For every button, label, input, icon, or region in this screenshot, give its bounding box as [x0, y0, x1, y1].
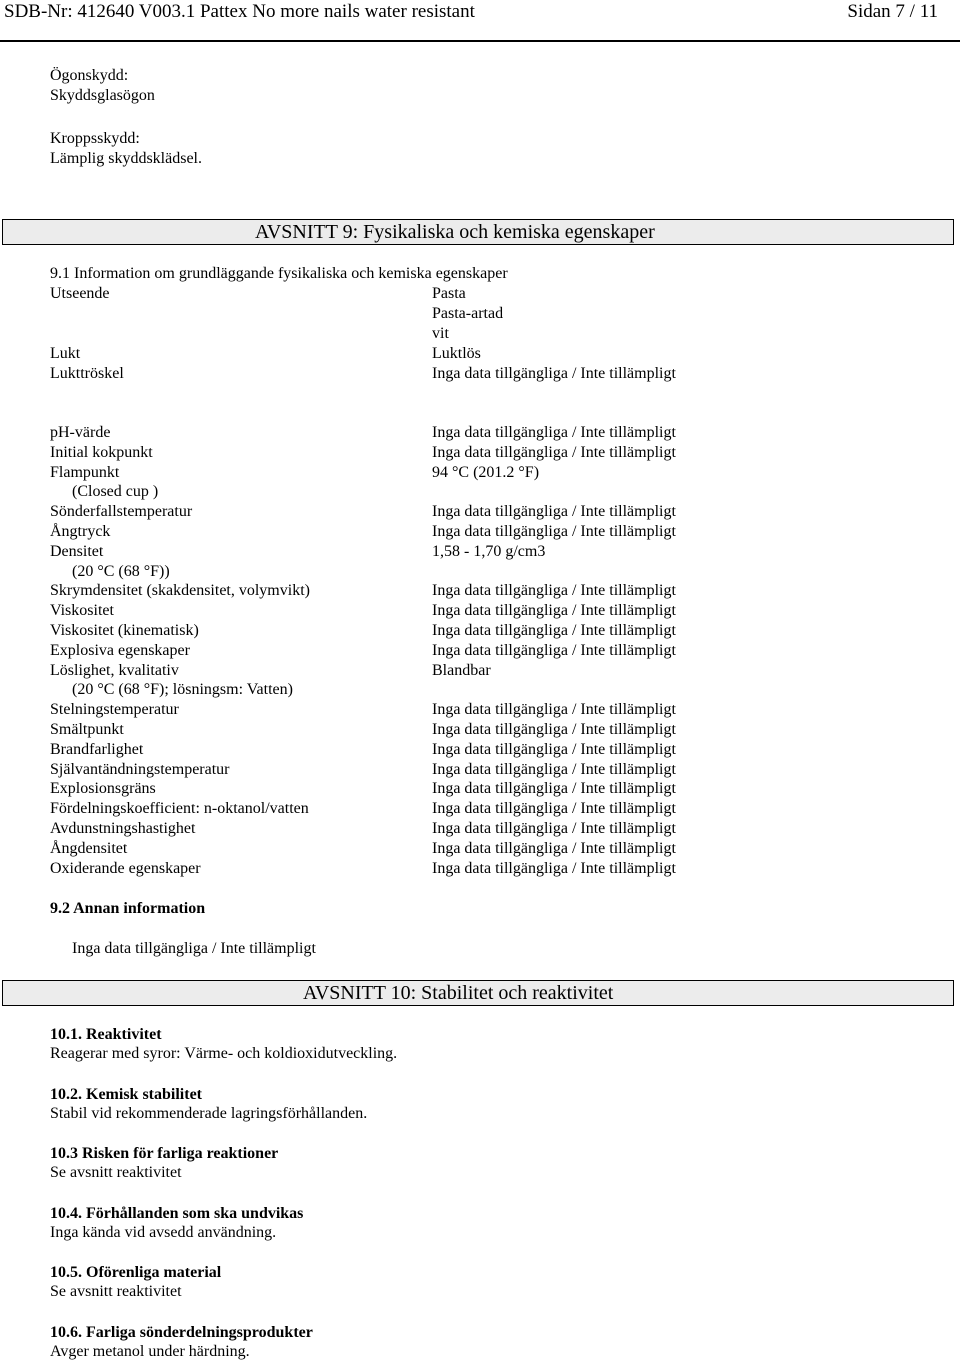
property-label: Flampunkt: [50, 464, 120, 481]
property-value: Inga data tillgängliga / Inte tillämpligt: [432, 622, 676, 639]
property-label: Viskositet (kinematisk): [50, 622, 199, 639]
odor-label: Lukt: [50, 345, 81, 362]
property-value: Inga data tillgängliga / Inte tillämpligt: [432, 642, 676, 659]
odor-value: Luktlös: [432, 345, 481, 362]
subsection-9-1-title: 9.1 Information om grundläggande fysikaliska och kemiska egenskaper: [50, 265, 508, 282]
subsection-text: Se avsnitt reaktivitet: [50, 1164, 182, 1181]
section-10-bar: [2, 980, 954, 1006]
property-label: Smältpunkt: [50, 721, 124, 738]
property-value: Inga data tillgängliga / Inte tillämpligt: [432, 503, 676, 520]
property-label: Sönderfallstemperatur: [50, 503, 193, 520]
property-label: Stelningstemperatur: [50, 701, 179, 718]
property-label: Brandfarlighet: [50, 741, 144, 758]
property-value: 1,58 - 1,70 g/cm3: [432, 543, 546, 560]
property-value: Inga data tillgängliga / Inte tillämpligt: [432, 780, 676, 797]
subsection-text: Inga kända vid avsedd användning.: [50, 1224, 277, 1241]
property-value: Inga data tillgängliga / Inte tillämpligt: [432, 444, 676, 461]
page-number: Sidan 7 / 11: [847, 1, 938, 22]
property-value: Inga data tillgängliga / Inte tillämpligt: [432, 840, 676, 857]
property-value: Inga data tillgängliga / Inte tillämpligt: [432, 701, 676, 718]
property-label: Oxiderande egenskaper: [50, 860, 201, 877]
section-10-title: AVSNITT 10: Stabilitet och reaktivitet: [303, 982, 614, 1004]
property-value: Inga data tillgängliga / Inte tillämpligt: [432, 820, 676, 837]
property-value: Inga data tillgängliga / Inte tillämpligt: [432, 602, 676, 619]
header-divider: [0, 40, 960, 42]
property-label: Fördelningskoefficient: n-oktanol/vatten: [50, 800, 309, 817]
property-label: Självantändningstemperatur: [50, 761, 230, 778]
property-value: Inga data tillgängliga / Inte tillämpligt: [432, 860, 676, 877]
odor-threshold-label: Lukttröskel: [50, 365, 124, 382]
appearance-value-2: Pasta-artad: [432, 305, 504, 322]
property-label: Explosionsgräns: [50, 780, 156, 797]
property-value: Inga data tillgängliga / Inte tillämpligt: [432, 741, 676, 758]
subsection-heading: 10.4. Förhållanden som ska undvikas: [50, 1205, 304, 1222]
property-value: 94 °C (201.2 °F): [432, 464, 540, 481]
subsection-heading: 10.5. Oförenliga material: [50, 1264, 222, 1281]
property-label: Ångdensitet: [50, 840, 128, 857]
property-label: (20 °C (68 °F); lösningsm: Vatten): [72, 681, 293, 698]
other-information-text: Inga data tillgängliga / Inte tillämpligt: [72, 940, 316, 957]
property-label: Avdunstningshastighet: [50, 820, 196, 837]
property-label: Viskositet: [50, 602, 114, 619]
subsection-heading: 10.6. Farliga sönderdelningsprodukter: [50, 1324, 313, 1341]
appearance-value-1: Pasta: [432, 285, 466, 302]
property-value: Inga data tillgängliga / Inte tillämpligt: [432, 582, 676, 599]
subsection-heading: 10.3 Risken för farliga reaktioner: [50, 1145, 279, 1162]
appearance-value-3: vit: [432, 325, 449, 342]
eye-protection-label: Ögonskydd:: [50, 67, 129, 84]
document-header: SDB-Nr: 412640 V003.1 Pattex No more nails water resistant: [4, 1, 475, 22]
subsection-9-2-title: 9.2 Annan information: [50, 900, 206, 917]
odor-threshold-value: Inga data tillgängliga / Inte tillämpligt: [432, 365, 676, 382]
subsection-text: Se avsnitt reaktivitet: [50, 1283, 182, 1300]
property-label: pH-värde: [50, 424, 111, 441]
section-9-bar: [2, 219, 954, 245]
property-label: Löslighet, kvalitativ: [50, 662, 179, 679]
property-value: Inga data tillgängliga / Inte tillämpligt: [432, 523, 676, 540]
property-label: Densitet: [50, 543, 104, 560]
property-label: Initial kokpunkt: [50, 444, 153, 461]
property-label: (Closed cup ): [72, 483, 159, 500]
property-value: Blandbar: [432, 662, 491, 679]
property-label: Explosiva egenskaper: [50, 642, 190, 659]
section-9-title: AVSNITT 9: Fysikaliska och kemiska egenskaper: [255, 221, 655, 243]
property-value: Inga data tillgängliga / Inte tillämpligt: [432, 721, 676, 738]
appearance-label: Utseende: [50, 285, 110, 302]
property-value: Inga data tillgängliga / Inte tillämpligt: [432, 761, 676, 778]
property-value: Inga data tillgängliga / Inte tillämpligt: [432, 424, 676, 441]
subsection-heading: 10.1. Reaktivitet: [50, 1026, 162, 1043]
subsection-text: Avger metanol under härdning.: [50, 1343, 250, 1360]
subsection-text: Reagerar med syror: Värme- och koldioxidutveckling.: [50, 1045, 398, 1062]
subsection-heading: 10.2. Kemisk stabilitet: [50, 1086, 202, 1103]
eye-protection-value: Skyddsglasögon: [50, 87, 155, 104]
body-protection-label: Kroppsskydd:: [50, 130, 140, 147]
property-label: Ångtryck: [50, 523, 111, 540]
property-value: Inga data tillgängliga / Inte tillämpligt: [432, 800, 676, 817]
subsection-text: Stabil vid rekommenderade lagringsförhållanden.: [50, 1105, 368, 1122]
property-label: Skrymdensitet (skakdensitet, volymvikt): [50, 582, 310, 599]
body-protection-value: Lämplig skyddsklädsel.: [50, 150, 202, 167]
property-label: (20 °C (68 °F)): [72, 563, 170, 580]
